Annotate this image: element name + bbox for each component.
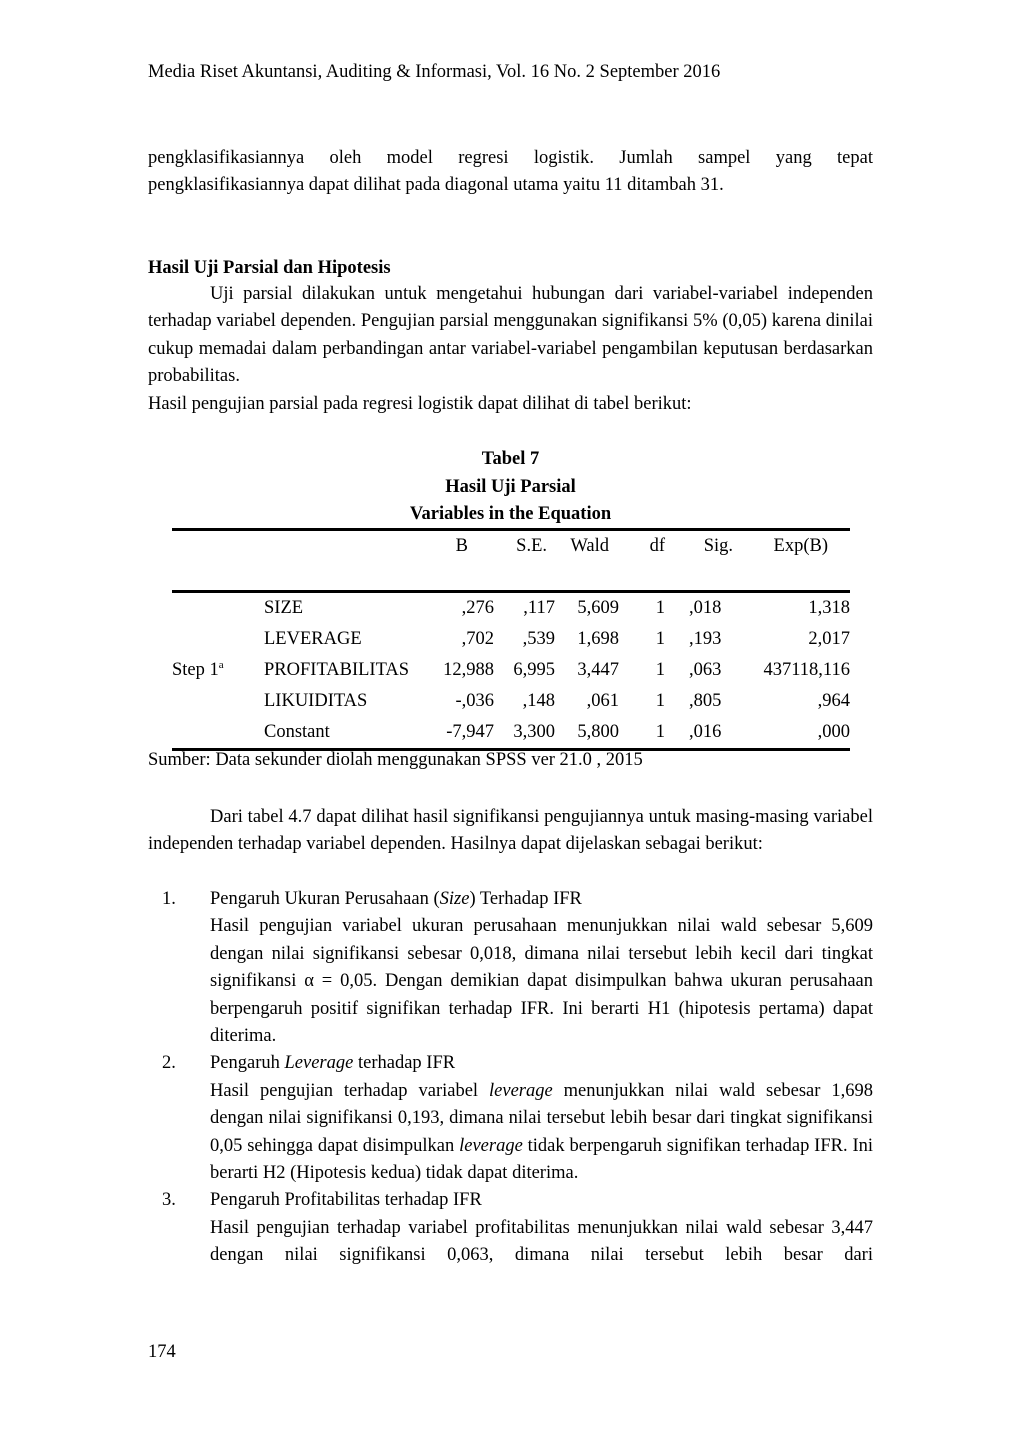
cell-df: 1	[655, 629, 665, 649]
section-paragraph-2: Hasil pengujian parsial pada regresi logistik dapat dilihat di tabel berikut:	[148, 393, 692, 414]
row-label: Constant	[264, 722, 330, 742]
cell-expb: ,964	[817, 691, 850, 711]
col-header-b: B	[455, 536, 468, 556]
list-item	[148, 1050, 873, 1187]
row-label: PROFITABILITAS	[264, 660, 410, 680]
list-number: 2.	[162, 1053, 176, 1074]
col-header-expb: Exp(B)	[773, 536, 828, 556]
cell-se: ,148	[522, 691, 555, 711]
list-item-title: Pengaruh Profitabilitas terhadap IFR	[210, 1190, 482, 1211]
row-label: LEVERAGE	[264, 629, 362, 649]
list-item-title: Pengaruh Leverage terhadap IFR	[210, 1053, 456, 1074]
page-number: 174	[148, 1342, 176, 1362]
discussion-paragraph	[148, 804, 873, 859]
list-item-body: Hasil pengujian terhadap variabel leverage menunjukkan nilai wald sebesar 1,698 dengan nilai signifikansi 0,193, dimana nilai tersebut lebih besar dari tingkat signifikansi 0,05 sehingga dapat disimpulkan leverage tidak berpengaruh signifikan terhadap IFR. Ini berarti H2 (Hipotesis kedua) tidak dapat diterima.	[210, 1080, 873, 1184]
row-label: LIKUIDITAS	[264, 691, 368, 711]
findings-list	[148, 886, 873, 1270]
table-title: Hasil Uji Parsial	[445, 476, 576, 497]
cell-sig: ,193	[689, 629, 722, 649]
cell-df: 1	[655, 660, 665, 680]
cell-expb: 2,017	[808, 629, 850, 649]
cell-df: 1	[655, 722, 665, 742]
table-number: Tabel 7	[481, 449, 540, 469]
cell-sig: ,016	[689, 722, 722, 742]
intro-paragraph	[148, 145, 873, 200]
table-subtitle: Variables in the Equation	[409, 504, 612, 524]
table-source: Sumber: Data sekunder diolah menggunakan SPSS ver 21.0 , 2015	[148, 750, 643, 770]
list-number: 3.	[162, 1190, 176, 1211]
cell-wald: 5,800	[577, 722, 619, 742]
table-row	[172, 624, 850, 655]
cell-sig: ,018	[689, 598, 722, 618]
cell-se: ,117	[523, 598, 555, 618]
table-header-row	[172, 530, 850, 563]
cell-expb: 1,318	[808, 598, 850, 618]
results-table	[172, 528, 850, 751]
list-number: 1.	[162, 889, 176, 909]
list-item-title: Pengaruh Ukuran Perusahaan (Size) Terhadap IFR	[210, 889, 582, 909]
cell-b: ,276	[461, 598, 494, 618]
section-heading: Hasil Uji Parsial dan Hipotesis	[148, 258, 391, 278]
list-item	[148, 1187, 873, 1269]
cell-sig: ,063	[689, 660, 722, 680]
list-item	[148, 886, 873, 1050]
col-header-wald: Wald	[570, 536, 609, 556]
cell-expb: ,000	[817, 722, 850, 742]
step-label: Step 1$^a$	[172, 659, 224, 681]
table-row	[172, 592, 850, 625]
table-row	[172, 655, 850, 686]
step-superscript: a	[218, 659, 224, 672]
cell-b: -7,947	[446, 722, 494, 742]
cell-wald: 1,698	[577, 629, 619, 649]
running-header: Media Riset Akuntansi, Auditing & Informasi, Vol. 16 No. 2 September 2016	[148, 62, 721, 82]
intro-line-1: pengklasifikasiannya oleh model regresi logistik. Jumlah sampel yang tepat	[148, 148, 873, 168]
cell-se: 3,300	[513, 722, 555, 742]
discussion-text: Dari tabel 4.7 dapat dilihat hasil signifikansi pengujiannya untuk masing-masing variabel independen terhadap variabel dependen. Hasilnya dapat dijelaskan sebagai berikut:	[148, 807, 873, 855]
col-header-se: S.E.	[516, 536, 547, 556]
table-spacer-row	[172, 562, 850, 592]
cell-expb: 437118,116	[763, 660, 850, 680]
table-row	[172, 717, 850, 750]
cell-df: 1	[655, 598, 665, 618]
table-row	[172, 686, 850, 717]
row-label: SIZE	[264, 598, 304, 618]
col-header-sig: Sig.	[703, 536, 733, 556]
section-body	[148, 281, 873, 418]
table-caption	[148, 446, 873, 529]
cell-wald: 5,609	[577, 598, 619, 618]
intro-line-2: pengklasifikasiannya dapat dilihat pada diagonal utama yaitu 11 ditambah 31.	[148, 175, 724, 196]
list-item-body: Hasil pengujian terhadap variabel profitabilitas menunjukkan nilai wald sebesar 3,447 dengan nilai signifikansi 0,063, dimana nilai tersebut lebih besar dari	[210, 1217, 873, 1266]
section-paragraph-1: Uji parsial dilakukan untuk mengetahui hubungan dari variabel-variabel independen terhadap variabel dependen. Pengujian parsial menggunakan signifikansi 5% (0,05) karena dinilai cukup memadai dalam perbandingan antar variabel-variabel pengambilan keputusan berdasarkan probabilitas.	[148, 284, 873, 387]
cell-se: ,539	[522, 629, 555, 649]
cell-wald: ,061	[586, 691, 619, 711]
cell-b: -,036	[455, 691, 494, 711]
cell-sig: ,805	[689, 691, 722, 711]
cell-b: ,702	[461, 629, 494, 649]
list-item-body: Hasil pengujian variabel ukuran perusahaan menunjukkan nilai wald sebesar 5,609 dengan nilai signifikansi sebesar 0,018, dimana nilai tersebut lebih kecil dari tingkat signifikansi α = 0,05. Dengan demikian dapat disimpulkan bahwa ukuran perusahaan berpengaruh positif signifikan terhadap IFR. Ini berarti H1 (hipotesis pertama) dapat diterima.	[210, 916, 873, 1047]
cell-b: 12,988	[443, 660, 494, 680]
cell-se: 6,995	[513, 660, 555, 680]
cell-wald: 3,447	[577, 660, 619, 680]
col-header-df: df	[649, 536, 665, 556]
cell-df: 1	[655, 691, 665, 711]
